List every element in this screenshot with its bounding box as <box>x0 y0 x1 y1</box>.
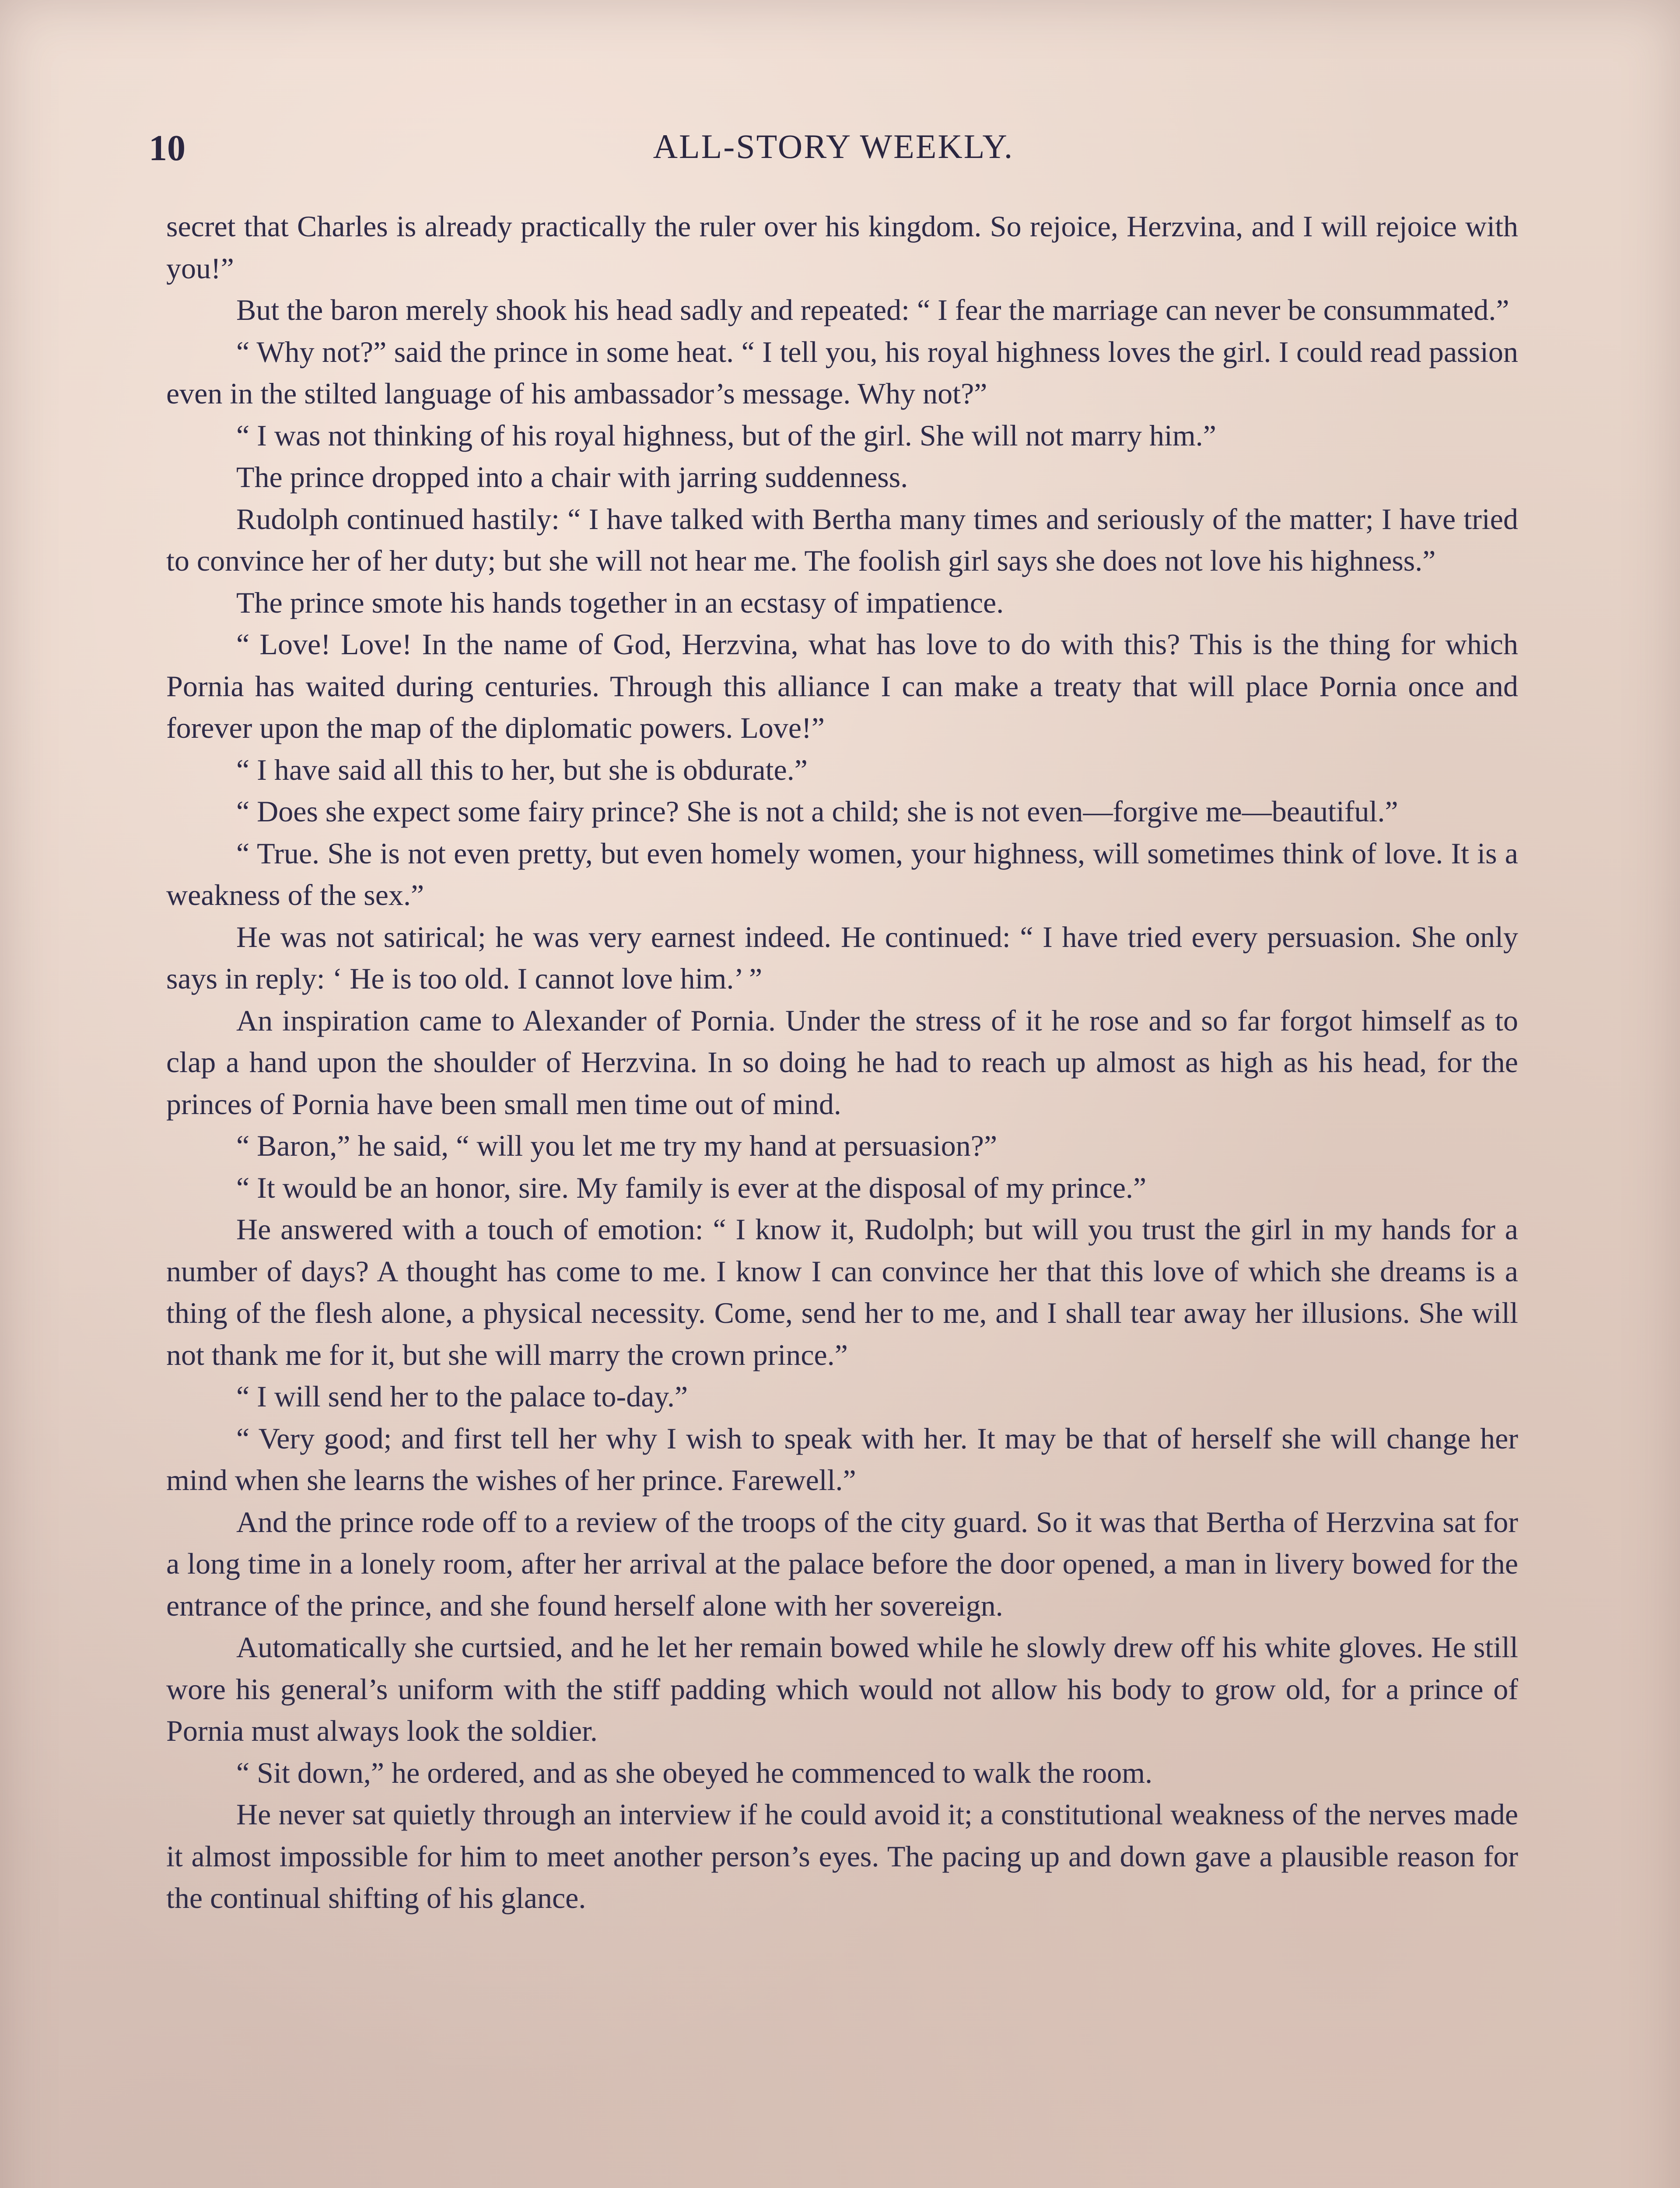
story-body <box>166 206 1518 1919</box>
paragraph: An inspiration came to Alexander of Pornia. Under the stress of it he rose and so far forgot himself as to clap a hand upon the shoulder of Herzvina. In so doing he had to reach up almost as high as his head, for the princes of Pornia have been small men time out of mind. <box>166 1003 1518 1121</box>
page-header <box>149 127 1518 175</box>
page-number: 10 <box>149 128 186 168</box>
paragraph: The prince smote his hands together in an ecstasy of impatience. <box>236 586 1004 619</box>
paragraph: “ Why not?” said the prince in some heat. “ I tell you, his royal highness loves the girl. I could read passion even in the stilted language of his ambassador’s message. Why not?” <box>166 335 1518 410</box>
paragraph: The prince dropped into a chair with jarring suddenness. <box>236 460 908 494</box>
paragraph: “ Sit down,” he ordered, and as she obeyed he commenced to walk the room. <box>236 1756 1153 1789</box>
paragraph: He was not satirical; he was very earnest indeed. He continued: “ I have tried every persuasion. She only says in reply: ‘ He is too old. I cannot love him.’ ” <box>166 920 1518 995</box>
paragraph: “ It would be an honor, sire. My family is ever at the disposal of my prince.” <box>236 1171 1147 1204</box>
paragraph: “ I was not thinking of his royal highness, but of the girl. She will not marry him.” <box>236 418 1216 452</box>
paragraph: Automatically she curtsied, and he let her remain bowed while he slowly drew off his white gloves. He still wore his general’s uniform with the stiff padding which would not allow his body to grow old, for a prince of Pornia must always look the soldier. <box>166 1630 1518 1747</box>
paragraph: secret that Charles is already practically the ruler over his kingdom. So rejoice, Herzvina, and I will rejoice with you!” <box>166 210 1518 285</box>
paragraph: Rudolph continued hastily: “ I have talked with Bertha many times and seriously of the matter; I have tried to convince her of her duty; but she will not hear me. The foolish girl says she does not love his highness.” <box>166 502 1518 577</box>
running-head: ALL-STORY WEEKLY. <box>653 127 1014 165</box>
paragraph: “ True. She is not even pretty, but even homely women, your highness, will sometimes think of love. It is a weakness of the sex.” <box>166 836 1518 912</box>
paragraph: But the baron merely shook his head sadly and repeated: “ I fear the marriage can never be consummated.” <box>236 293 1509 326</box>
paragraph: He never sat quietly through an interview if he could avoid it; a constitutional weakness of the nerves made it almost impossible for him to meet another person’s eyes. The pacing up and down gave a plausible reason for the continual shifting of his glance. <box>166 1798 1518 1914</box>
paragraph: “ I will send her to the palace to-day.” <box>236 1380 688 1413</box>
paragraph: “ Very good; and first tell her why I wish to speak with her. It may be that of herself she will change her mind when she learns the wishes of her prince. Farewell.” <box>166 1421 1518 1497</box>
paragraph: “ I have said all this to her, but she is obdurate.” <box>236 753 808 786</box>
paragraph: “ Baron,” he said, “ will you let me try my hand at persuasion?” <box>236 1129 998 1162</box>
paragraph: And the prince rode off to a review of the troops of the city guard. So it was that Bertha of Herzvina sat for a long time in a lonely room, after her arrival at the palace before the door opened, a man in livery bowed for the entrance of the prince, and she found herself alone with her sovereign. <box>166 1505 1518 1622</box>
paragraph: “ Love! Love! In the name of God, Herzvina, what has love to do with this? This is the thing for which Pornia has waited during centuries. Through this alliance I can make a treaty that will place Pornia once and forever upon the map of the diplomatic powers. Love!” <box>166 628 1518 744</box>
paragraph: He answered with a touch of emotion: “ I know it, Rudolph; but will you trust the girl in my hands for a number of days? A thought has come to me. I know I can convince her that this love of which she dreams is a thing of the flesh alone, a physical necessity. Come, send her to me, and I shall tear away her illusions. She will not thank me for it, but she will marry the crown prince.” <box>166 1213 1518 1371</box>
paragraph: “ Does she expect some fairy prince? She is not a child; she is not even—forgive me—beautiful.” <box>236 795 1398 828</box>
